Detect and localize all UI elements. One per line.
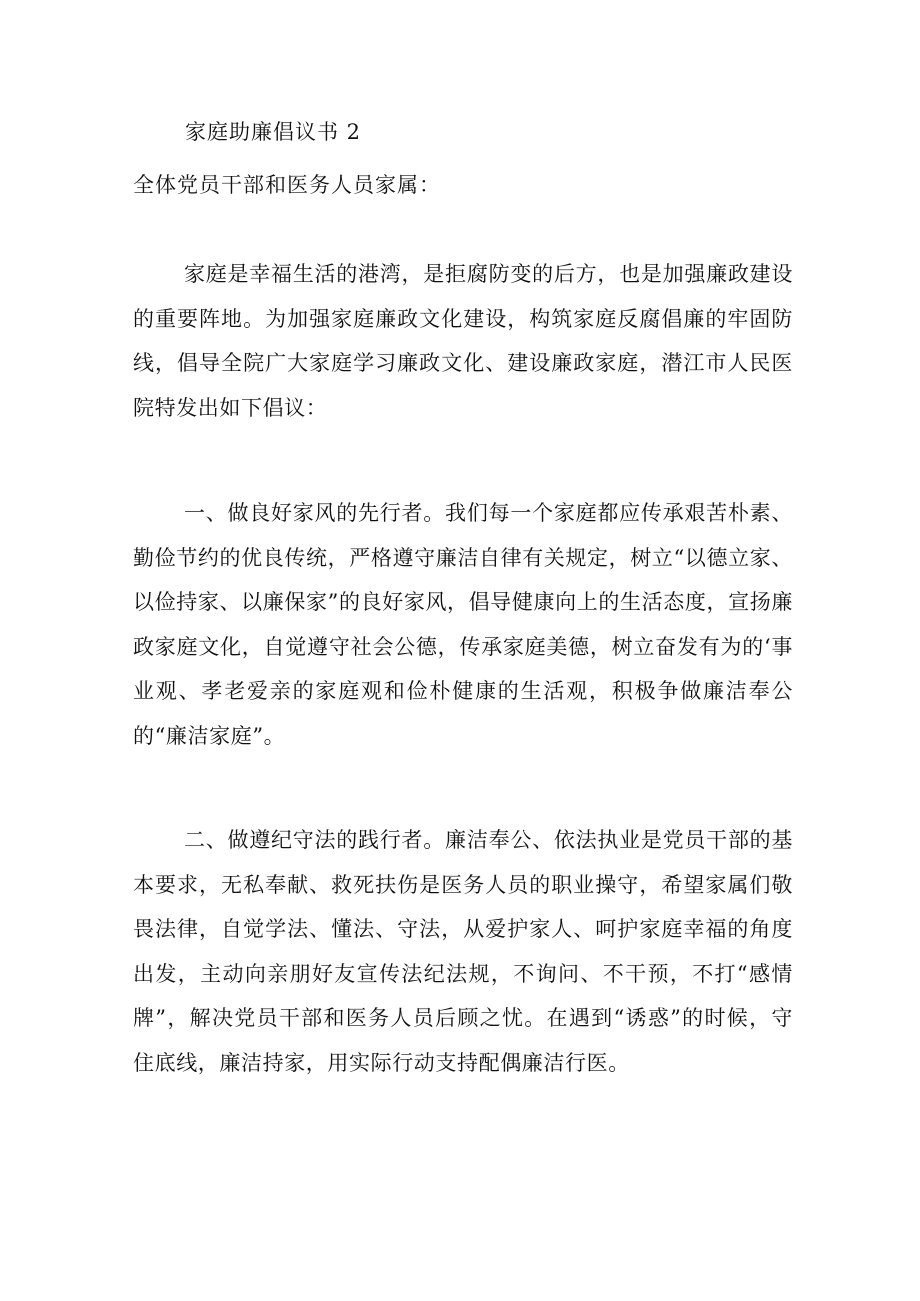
paragraph-intro: 家庭是幸福生活的港湾，是拒腐防变的后方，也是加强廉政建设的重要阵地。为加强家庭廉政文化建设，构筑家庭反腐倡廉的牢固防线，倡导全院广大家庭学习廉政文化、建设廉政家庭，潜江市人民医院特发出如下倡议：	[133, 262, 793, 420]
salutation: 全体党员干部和医务人员家属：	[133, 173, 441, 197]
paragraph-point-one: 一、做良好家风的先行者。我们每一个家庭都应传承艰苦朴素、勤俭节约的优良传统，严格遵守廉洁自律有关规定，树立“以德立家、以俭持家、以廉保家”的良好家风，倡导健康向上的生活态度，宣扬廉政家庭文化，自觉遵守社会公德，传承家庭美德，树立奋发有为的‘事业观、孝老爱亲的家庭观和俭朴健康的生活观，积极争做廉洁奉公的“廉洁家庭”。	[133, 501, 793, 748]
document-title: 家庭助廉倡议书 2	[185, 120, 362, 144]
paragraph-point-two: 二、做遵纪守法的践行者。廉洁奉公、依法执业是党员干部的基本要求，无私奉献、救死扶伤是医务人员的职业操守，希望家属们敬畏法律，自觉学法、懂法、守法，从爱护家人、呵护家庭幸福的角度出发，主动向亲朋好友宣传法纪法规，不询问、不干预，不打“感情牌”，解决党员干部和医务人员后顾之忧。在遇到“诱惑”的时候，守住底线，廉洁持家，用实际行动支持配偶廉洁行医。	[133, 828, 793, 1075]
